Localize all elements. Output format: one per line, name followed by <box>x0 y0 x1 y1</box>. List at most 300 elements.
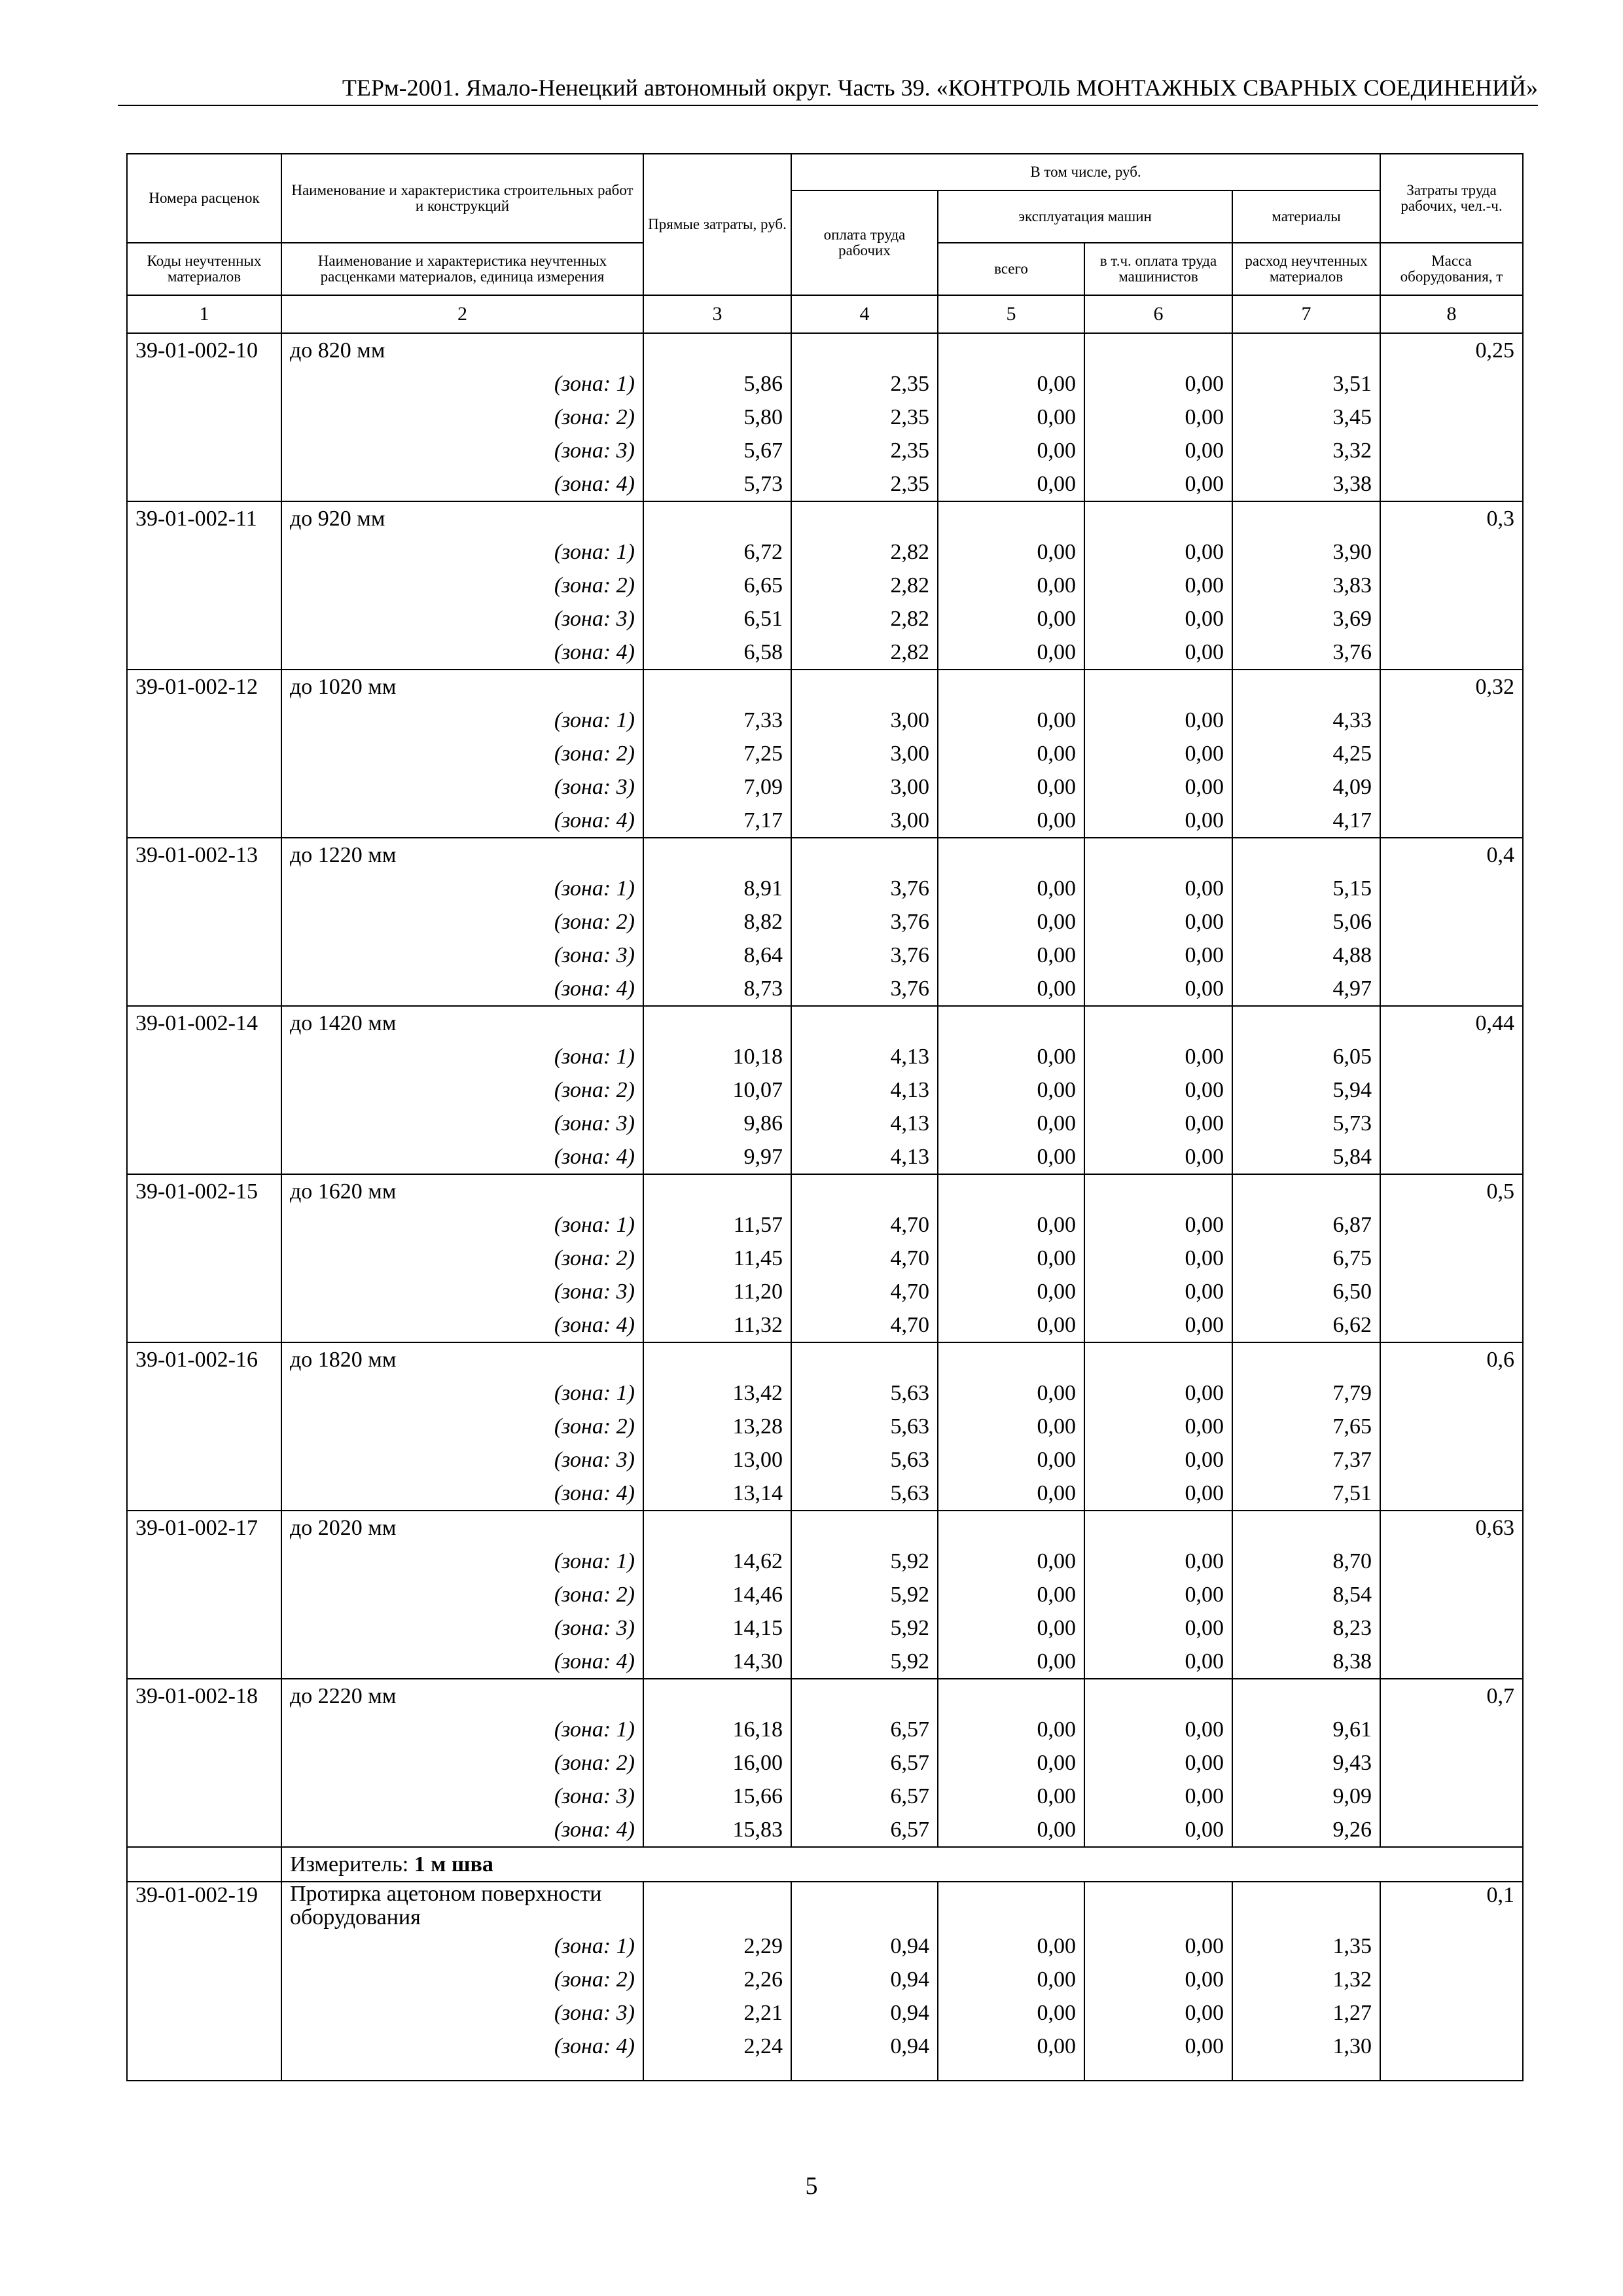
machines-total: 0,00 <box>938 602 1084 636</box>
materials-cost: 6,87 <box>1232 1208 1380 1242</box>
empty-cell <box>1380 1376 1523 1410</box>
drivers-pay: 0,00 <box>1084 1963 1232 1996</box>
direct-cost: 2,24 <box>643 2030 791 2063</box>
zone-label: (зона: 3) <box>281 1611 643 1645</box>
zone-label: (зона: 1) <box>281 535 643 569</box>
empty-cell <box>127 1308 281 1342</box>
machines-total: 0,00 <box>938 1410 1084 1443</box>
materials-cost: 3,38 <box>1232 467 1380 501</box>
direct-cost: 6,51 <box>643 602 791 636</box>
zone-label: (зона: 1) <box>281 1208 643 1242</box>
zone-row <box>127 972 1523 1006</box>
labor-cost: 0,1 <box>1380 1882 1523 1929</box>
worker-pay: 2,35 <box>791 434 938 467</box>
rate-title-row <box>127 1882 1523 1929</box>
materials-cost: 6,50 <box>1232 1275 1380 1308</box>
measurer-label: Измеритель: <box>290 1852 414 1876</box>
empty-cell <box>1380 939 1523 972</box>
empty-cell <box>643 670 791 704</box>
drivers-pay: 0,00 <box>1084 1410 1232 1443</box>
empty-cell <box>938 838 1084 872</box>
direct-cost: 8,64 <box>643 939 791 972</box>
empty-cell <box>127 972 281 1006</box>
zone-row <box>127 905 1523 939</box>
machines-total: 0,00 <box>938 1477 1084 1511</box>
zone-label: (зона: 3) <box>281 1443 643 1477</box>
empty-cell <box>1084 670 1232 704</box>
empty-cell <box>1232 501 1380 535</box>
header-rule <box>118 105 1538 106</box>
col8-header-bottom: Масса оборудования, т <box>1380 243 1523 295</box>
empty-cell <box>127 1545 281 1578</box>
materials-header: материалы <box>1232 190 1380 243</box>
empty-cell <box>791 1342 938 1376</box>
empty-cell <box>127 1477 281 1511</box>
labor-cost: 0,7 <box>1380 1679 1523 1713</box>
zone-label: (зона: 1) <box>281 367 643 401</box>
empty-cell <box>127 1996 281 2030</box>
zone-label: (зона: 1) <box>281 1376 643 1410</box>
labor-cost: 0,5 <box>1380 1174 1523 1208</box>
machines-total: 0,00 <box>938 636 1084 670</box>
empty-cell <box>127 467 281 501</box>
rate-name: до 1620 мм <box>281 1174 643 1208</box>
materials-cost: 4,33 <box>1232 704 1380 737</box>
empty-cell <box>1084 1679 1232 1713</box>
rate-name: до 820 мм <box>281 333 643 367</box>
worker-pay: 5,92 <box>791 1578 938 1611</box>
machines-total: 0,00 <box>938 1645 1084 1679</box>
empty-cell <box>791 838 938 872</box>
zone-label: (зона: 3) <box>281 602 643 636</box>
drivers-pay: 0,00 <box>1084 367 1232 401</box>
empty-cell <box>127 1140 281 1174</box>
drivers-pay: 0,00 <box>1084 1242 1232 1275</box>
zone-row <box>127 1040 1523 1073</box>
machines-total: 0,00 <box>938 1746 1084 1780</box>
rate-title-row <box>127 333 1523 367</box>
col3-header: Прямые затраты, руб. <box>643 154 791 295</box>
zone-row <box>127 1208 1523 1242</box>
empty-cell <box>791 501 938 535</box>
labor-cost: 0,32 <box>1380 670 1523 704</box>
zone-row <box>127 1410 1523 1443</box>
zone-label: (зона: 4) <box>281 1477 643 1511</box>
empty-cell <box>127 1645 281 1679</box>
zone-label: (зона: 3) <box>281 1996 643 2030</box>
materials-cost: 9,61 <box>1232 1713 1380 1746</box>
empty-cell <box>643 1342 791 1376</box>
empty-cell <box>1380 804 1523 838</box>
empty-cell <box>1380 2063 1523 2081</box>
zone-row <box>127 1275 1523 1308</box>
empty-cell <box>643 1882 791 1929</box>
materials-cost: 1,35 <box>1232 1929 1380 1963</box>
worker-pay: 3,76 <box>791 905 938 939</box>
machines-total: 0,00 <box>938 1040 1084 1073</box>
drivers-pay: 0,00 <box>1084 602 1232 636</box>
zone-label: (зона: 3) <box>281 434 643 467</box>
drivers-pay: 0,00 <box>1084 972 1232 1006</box>
worker-pay: 5,63 <box>791 1477 938 1511</box>
empty-cell <box>1380 972 1523 1006</box>
worker-pay: 5,63 <box>791 1410 938 1443</box>
drivers-pay: 0,00 <box>1084 1996 1232 2030</box>
drivers-pay: 0,00 <box>1084 1929 1232 1963</box>
materials-cost: 7,37 <box>1232 1443 1380 1477</box>
machines-total: 0,00 <box>938 770 1084 804</box>
empty-cell <box>127 1208 281 1242</box>
direct-cost: 13,28 <box>643 1410 791 1443</box>
empty-cell <box>1380 770 1523 804</box>
rate-name: до 2220 мм <box>281 1679 643 1713</box>
empty-cell <box>938 1511 1084 1545</box>
zone-row <box>127 401 1523 434</box>
empty-cell <box>1380 1040 1523 1073</box>
machines-header: эксплуатация машин <box>938 190 1232 243</box>
rate-name: до 1020 мм <box>281 670 643 704</box>
direct-cost: 16,18 <box>643 1713 791 1746</box>
machines-total: 0,00 <box>938 2030 1084 2063</box>
rate-code: 39-01-002-19 <box>127 1882 281 1929</box>
direct-cost: 7,09 <box>643 770 791 804</box>
machines-total: 0,00 <box>938 1578 1084 1611</box>
rate-name: Протирка ацетоном поверхности оборудования <box>281 1882 643 1929</box>
machines-total: 0,00 <box>938 1780 1084 1813</box>
drivers-pay: 0,00 <box>1084 1208 1232 1242</box>
empty-cell <box>1380 1073 1523 1107</box>
zone-row <box>127 367 1523 401</box>
zone-row <box>127 1611 1523 1645</box>
rate-title-row <box>127 1511 1523 1545</box>
empty-cell <box>791 333 938 367</box>
worker-pay: 2,82 <box>791 636 938 670</box>
rate-code: 39-01-002-17 <box>127 1511 281 1545</box>
zone-label: (зона: 4) <box>281 1308 643 1342</box>
drivers-pay: 0,00 <box>1084 434 1232 467</box>
direct-cost: 11,20 <box>643 1275 791 1308</box>
direct-cost: 10,18 <box>643 1040 791 1073</box>
rate-title-row <box>127 1174 1523 1208</box>
empty-cell <box>127 1963 281 1996</box>
materials-cost: 7,51 <box>1232 1477 1380 1511</box>
empty-cell <box>127 1746 281 1780</box>
direct-cost: 15,83 <box>643 1813 791 1847</box>
zone-row <box>127 804 1523 838</box>
empty-cell <box>1232 838 1380 872</box>
drivers-pay: 0,00 <box>1084 704 1232 737</box>
drivers-pay: 0,00 <box>1084 1376 1232 1410</box>
drivers-pay: 0,00 <box>1084 1611 1232 1645</box>
materials-cost: 3,90 <box>1232 535 1380 569</box>
labor-cost: 0,4 <box>1380 838 1523 872</box>
labor-cost: 0,25 <box>1380 333 1523 367</box>
worker-pay: 6,57 <box>791 1813 938 1847</box>
empty-cell <box>643 2063 791 2081</box>
empty-cell <box>791 1882 938 1929</box>
col-number: 1 <box>127 295 281 333</box>
empty-cell <box>643 838 791 872</box>
empty-cell <box>127 1780 281 1813</box>
worker-pay: 6,57 <box>791 1713 938 1746</box>
empty-cell <box>1380 1242 1523 1275</box>
drivers-pay: 0,00 <box>1084 1275 1232 1308</box>
drivers-pay: 0,00 <box>1084 905 1232 939</box>
empty-cell <box>281 2063 643 2081</box>
zone-row <box>127 535 1523 569</box>
labor-cost: 0,63 <box>1380 1511 1523 1545</box>
empty-cell <box>1232 670 1380 704</box>
zone-row <box>127 1813 1523 1847</box>
drivers-pay: 0,00 <box>1084 1578 1232 1611</box>
col2-header-bottom: Наименование и характеристика неучтенных расценками материалов, единица измерения <box>281 243 643 295</box>
empty-cell <box>643 1511 791 1545</box>
materials-cost: 7,79 <box>1232 1376 1380 1410</box>
empty-cell <box>791 2063 938 2081</box>
empty-cell <box>643 333 791 367</box>
materials-cost: 4,97 <box>1232 972 1380 1006</box>
materials-cost: 3,51 <box>1232 367 1380 401</box>
empty-cell <box>1380 1410 1523 1443</box>
worker-pay: 4,13 <box>791 1040 938 1073</box>
empty-cell <box>1380 1443 1523 1477</box>
empty-cell <box>127 1847 281 1882</box>
direct-cost: 8,73 <box>643 972 791 1006</box>
materials-cost: 6,62 <box>1232 1308 1380 1342</box>
zone-row <box>127 1645 1523 1679</box>
empty-cell <box>127 1713 281 1746</box>
col7-header: расход неучтенных материалов <box>1232 243 1380 295</box>
direct-cost: 13,14 <box>643 1477 791 1511</box>
measurer-value: 1 м шва <box>414 1852 493 1876</box>
empty-cell <box>1084 838 1232 872</box>
empty-cell <box>127 1040 281 1073</box>
table-end-row <box>127 2063 1523 2081</box>
direct-cost: 11,45 <box>643 1242 791 1275</box>
empty-cell <box>1380 636 1523 670</box>
drivers-pay: 0,00 <box>1084 401 1232 434</box>
zone-label: (зона: 4) <box>281 1645 643 1679</box>
drivers-pay: 0,00 <box>1084 737 1232 770</box>
rate-code: 39-01-002-10 <box>127 333 281 367</box>
empty-cell <box>1232 1006 1380 1040</box>
machines-total: 0,00 <box>938 1308 1084 1342</box>
machines-total: 0,00 <box>938 905 1084 939</box>
drivers-pay: 0,00 <box>1084 770 1232 804</box>
zone-label: (зона: 1) <box>281 872 643 905</box>
empty-cell <box>1084 1006 1232 1040</box>
direct-cost: 2,21 <box>643 1996 791 2030</box>
worker-pay: 5,92 <box>791 1645 938 1679</box>
col-number: 4 <box>791 295 938 333</box>
empty-cell <box>791 1006 938 1040</box>
labor-cost: 0,44 <box>1380 1006 1523 1040</box>
worker-pay: 4,13 <box>791 1140 938 1174</box>
worker-pay: 3,00 <box>791 704 938 737</box>
rate-code: 39-01-002-16 <box>127 1342 281 1376</box>
empty-cell <box>1232 1342 1380 1376</box>
drivers-pay: 0,00 <box>1084 1073 1232 1107</box>
zone-row <box>127 636 1523 670</box>
direct-cost: 5,67 <box>643 434 791 467</box>
empty-cell <box>1380 1308 1523 1342</box>
col1-header-top: Номера расценок <box>127 154 281 243</box>
zone-row <box>127 1308 1523 1342</box>
zone-row <box>127 602 1523 636</box>
empty-cell <box>127 1611 281 1645</box>
empty-cell <box>1084 1511 1232 1545</box>
empty-cell <box>1380 1611 1523 1645</box>
empty-cell <box>1380 1713 1523 1746</box>
col4-header: оплата труда рабочих <box>791 190 938 295</box>
zone-row <box>127 770 1523 804</box>
zone-label: (зона: 2) <box>281 401 643 434</box>
empty-cell <box>1232 333 1380 367</box>
direct-cost: 6,58 <box>643 636 791 670</box>
zone-row <box>127 872 1523 905</box>
empty-cell <box>127 401 281 434</box>
empty-cell <box>1380 1275 1523 1308</box>
machines-total: 0,00 <box>938 367 1084 401</box>
table-body <box>127 333 1523 2081</box>
empty-cell <box>791 1511 938 1545</box>
materials-cost: 8,38 <box>1232 1645 1380 1679</box>
empty-cell <box>127 569 281 602</box>
empty-cell <box>1380 905 1523 939</box>
direct-cost: 9,97 <box>643 1140 791 1174</box>
drivers-pay: 0,00 <box>1084 1443 1232 1477</box>
empty-cell <box>1084 333 1232 367</box>
direct-cost: 7,33 <box>643 704 791 737</box>
materials-cost: 9,43 <box>1232 1746 1380 1780</box>
zone-row <box>127 1996 1523 2030</box>
machines-total: 0,00 <box>938 535 1084 569</box>
empty-cell <box>791 1174 938 1208</box>
empty-cell <box>127 434 281 467</box>
zone-row <box>127 1140 1523 1174</box>
zone-row <box>127 1578 1523 1611</box>
direct-cost: 13,00 <box>643 1443 791 1477</box>
zone-label: (зона: 3) <box>281 939 643 972</box>
zone-row <box>127 1963 1523 1996</box>
rate-title-row <box>127 1679 1523 1713</box>
col-number: 3 <box>643 295 791 333</box>
worker-pay: 3,00 <box>791 770 938 804</box>
materials-cost: 5,73 <box>1232 1107 1380 1140</box>
empty-cell <box>127 1410 281 1443</box>
direct-cost: 8,91 <box>643 872 791 905</box>
materials-cost: 6,05 <box>1232 1040 1380 1073</box>
machines-total: 0,00 <box>938 737 1084 770</box>
empty-cell <box>1380 704 1523 737</box>
direct-cost: 9,86 <box>643 1107 791 1140</box>
zone-label: (зона: 1) <box>281 1929 643 1963</box>
worker-pay: 4,13 <box>791 1107 938 1140</box>
drivers-pay: 0,00 <box>1084 872 1232 905</box>
worker-pay: 4,70 <box>791 1242 938 1275</box>
empty-cell <box>1380 367 1523 401</box>
direct-cost: 16,00 <box>643 1746 791 1780</box>
empty-cell <box>127 1275 281 1308</box>
drivers-pay: 0,00 <box>1084 467 1232 501</box>
zone-label: (зона: 2) <box>281 1410 643 1443</box>
machines-total: 0,00 <box>938 872 1084 905</box>
zone-label: (зона: 4) <box>281 1813 643 1847</box>
zone-label: (зона: 2) <box>281 1073 643 1107</box>
col8-header-top: Затраты труда рабочих, чел.-ч. <box>1380 154 1523 243</box>
zone-label: (зона: 1) <box>281 704 643 737</box>
direct-cost: 6,72 <box>643 535 791 569</box>
empty-cell <box>1380 1578 1523 1611</box>
drivers-pay: 0,00 <box>1084 1308 1232 1342</box>
col-number: 6 <box>1084 295 1232 333</box>
rate-code: 39-01-002-12 <box>127 670 281 704</box>
drivers-pay: 0,00 <box>1084 1645 1232 1679</box>
direct-cost: 11,32 <box>643 1308 791 1342</box>
materials-cost: 5,15 <box>1232 872 1380 905</box>
rate-name: до 1420 мм <box>281 1006 643 1040</box>
empty-cell <box>1380 602 1523 636</box>
zone-row <box>127 704 1523 737</box>
zone-row <box>127 939 1523 972</box>
drivers-pay: 0,00 <box>1084 939 1232 972</box>
machines-total: 0,00 <box>938 804 1084 838</box>
zone-label: (зона: 1) <box>281 1040 643 1073</box>
empty-cell <box>127 872 281 905</box>
col2-header-top: Наименование и характеристика строительных работ и конструкций <box>281 154 643 243</box>
col-number: 5 <box>938 295 1084 333</box>
machines-total: 0,00 <box>938 569 1084 602</box>
col6-header: в т.ч. оплата труда машинистов <box>1084 243 1232 295</box>
worker-pay: 2,35 <box>791 467 938 501</box>
empty-cell <box>127 1578 281 1611</box>
zone-label: (зона: 3) <box>281 1780 643 1813</box>
rate-name: до 1820 мм <box>281 1342 643 1376</box>
empty-cell <box>938 1174 1084 1208</box>
rate-title-row <box>127 1342 1523 1376</box>
rates-table <box>126 153 1524 2081</box>
worker-pay: 4,70 <box>791 1308 938 1342</box>
zone-row <box>127 1107 1523 1140</box>
empty-cell <box>643 1679 791 1713</box>
col-number: 7 <box>1232 295 1380 333</box>
empty-cell <box>643 501 791 535</box>
labor-cost: 0,6 <box>1380 1342 1523 1376</box>
empty-cell <box>127 1242 281 1275</box>
empty-cell <box>127 704 281 737</box>
empty-cell <box>127 367 281 401</box>
worker-pay: 4,70 <box>791 1208 938 1242</box>
page-number: 5 <box>805 2172 818 2200</box>
empty-cell <box>127 1443 281 1477</box>
materials-cost: 1,32 <box>1232 1963 1380 1996</box>
machines-total: 0,00 <box>938 1140 1084 1174</box>
worker-pay: 5,92 <box>791 1611 938 1645</box>
empty-cell <box>1380 1477 1523 1511</box>
col-number: 8 <box>1380 295 1523 333</box>
empty-cell <box>1380 1545 1523 1578</box>
zone-label: (зона: 4) <box>281 636 643 670</box>
machines-total: 0,00 <box>938 467 1084 501</box>
empty-cell <box>127 602 281 636</box>
machines-total: 0,00 <box>938 1929 1084 1963</box>
direct-cost: 5,80 <box>643 401 791 434</box>
empty-cell <box>791 1679 938 1713</box>
table-head <box>127 154 1523 333</box>
empty-cell <box>127 636 281 670</box>
rate-code: 39-01-002-11 <box>127 501 281 535</box>
zone-label: (зона: 1) <box>281 1545 643 1578</box>
